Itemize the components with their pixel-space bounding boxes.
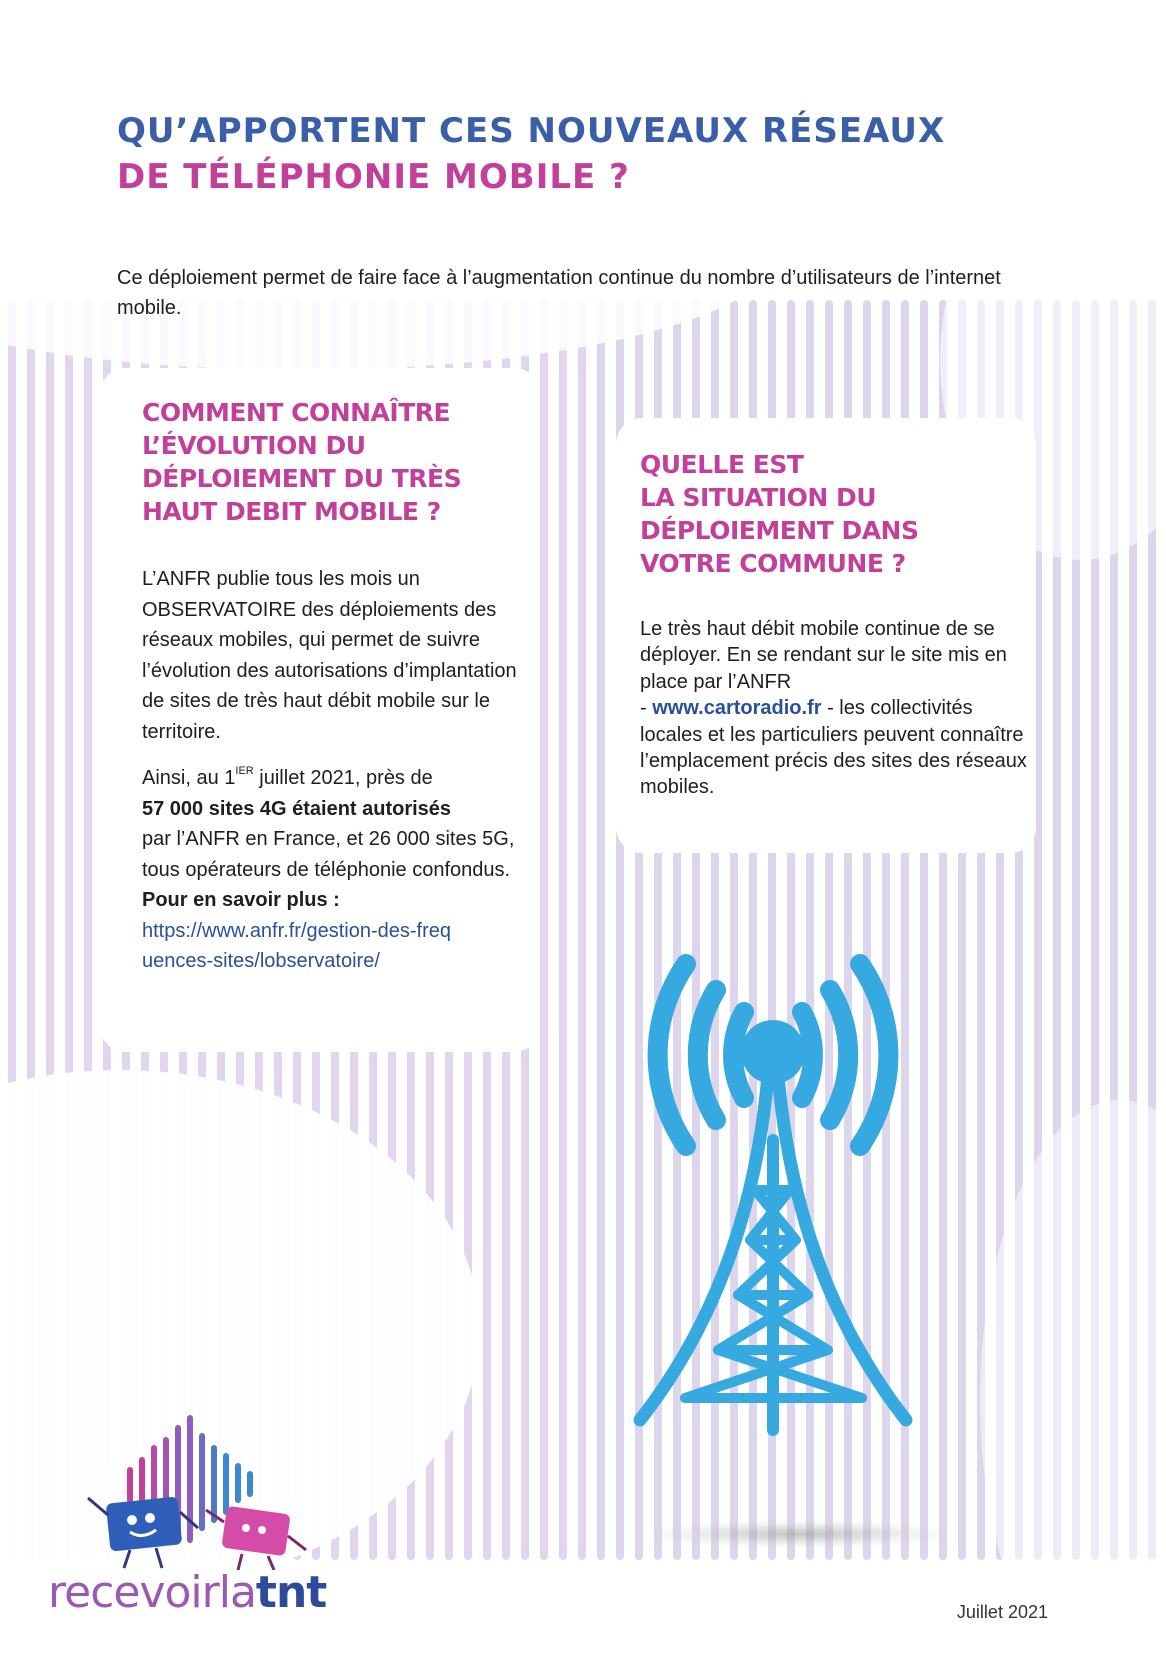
receiver-mascots-logo <box>70 1400 380 1570</box>
background-stripe <box>540 300 548 1560</box>
commune-paragraph <box>640 616 1035 801</box>
logo-part: la <box>218 1567 256 1618</box>
commune-text-before: Le très haut débit mobile continue de se déployer. En se rendant sur le site mis en place par l’ANFR <box>640 618 1007 693</box>
heading-line: LA SITUATION DU <box>640 483 877 512</box>
stats-date: juillet 2021, près de <box>253 767 433 789</box>
background-stripe <box>559 300 567 1560</box>
title-line-1: QU’APPORTENT CES NOUVEAUX RÉSEAUX <box>117 111 946 151</box>
publication-date: Juillet 2021 <box>956 1602 1048 1622</box>
commune-text-after: - les collectivités locales et les particuliers peuvent connaître l’emplacement précis des sites des réseaux mobiles. <box>640 697 1027 799</box>
stats-rest: par l’ANFR en France, et 26 000 sites 5G, tous opérateurs de téléphonie confondus. <box>142 828 515 881</box>
card-commune-situation <box>616 418 1036 853</box>
heading-line: VOTRE COMMUNE ? <box>640 549 906 578</box>
card-commune-heading <box>640 448 1030 580</box>
receivoirlatnt-logo-text <box>48 1568 326 1618</box>
heading-line: COMMENT CONNAÎTRE <box>142 398 451 427</box>
antenna-tower-icon <box>630 940 970 1560</box>
page-title <box>117 108 945 200</box>
stats-text: Ainsi, au 1 <box>142 767 236 789</box>
heading-line: QUELLE EST <box>640 450 804 479</box>
heading-line: DÉPLOIEMENT DU TRÈS <box>142 464 462 493</box>
card-observatory-body <box>142 564 527 977</box>
ordinal-superscript: IER <box>235 765 254 778</box>
intro-paragraph: Ce déploiement permet de faire face à l’augmentation continue du nombre d’utilisateurs de l’internet mobile. <box>117 267 1001 319</box>
more-info-label: Pour en savoir plus : <box>142 889 340 911</box>
logo-part: recevoir <box>48 1567 219 1618</box>
heading-line: L’ÉVOLUTION DU <box>142 431 366 460</box>
cartoradio-link[interactable]: www.cartoradio.fr <box>652 697 822 720</box>
background-stripe <box>597 300 605 1560</box>
stats-paragraph <box>142 763 527 977</box>
heading-line: DÉPLOIEMENT DANS <box>640 516 919 545</box>
stats-4g-highlight: 57 000 sites 4G étaient autorisés <box>142 797 452 820</box>
card-commune-body <box>640 616 1035 801</box>
commune-dash: - <box>640 697 653 720</box>
title-line-2: DE TÉLÉPHONIE MOBILE ? <box>117 157 630 197</box>
observatory-paragraph: L’ANFR publie tous les mois un OBSERVATOIRE des déploiements des réseaux mobiles, qui permet de suivre l’évolution des autorisations d’implantation de sites de très haut débit mobile sur le territoire. <box>142 568 517 743</box>
observatory-link[interactable]: https://www.anfr.fr/gestion-des-frequences-sites/lobservatoire/ <box>142 919 452 972</box>
logo-part: tnt <box>255 1567 327 1618</box>
background-stripe <box>578 300 586 1560</box>
card-observatory <box>100 368 540 1052</box>
card-observatory-heading <box>142 396 532 528</box>
heading-line: HAUT DEBIT MOBILE ? <box>142 497 441 526</box>
